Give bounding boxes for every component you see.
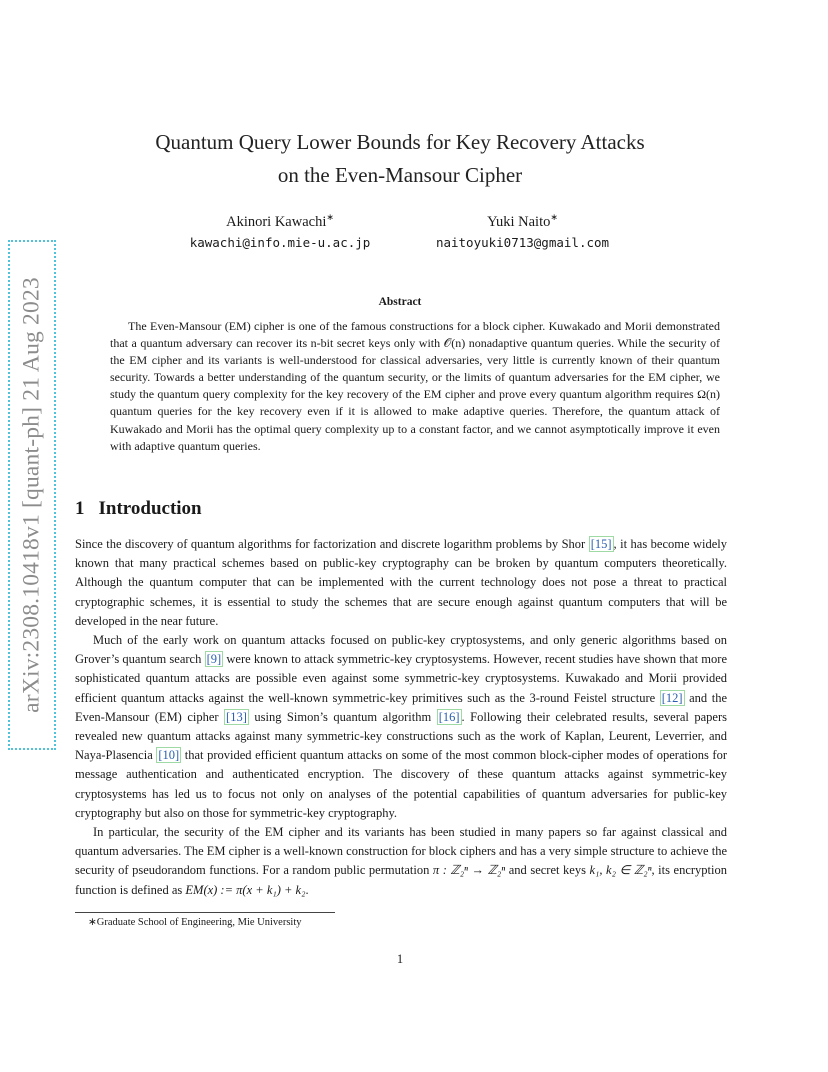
arxiv-identifier-stamp: [8, 240, 56, 750]
footnote: ∗Graduate School of Engineering, Mie University: [88, 917, 302, 928]
paragraph-3: In particular, the security of the EM cipher and its variants has been studied in many papers so far against classical and quantum adversaries. The EM cipher is a well-known construction for block ciphers and has a very simple structure to achieve the security of pseudorandom functions. For a random public permutation π : ℤ₂ⁿ → ℤ₂ⁿ and secret keys k₁, k₂ ∈ ℤ₂ⁿ, its encryption function is defined as EM(x) := π(x + k₁) + k₂.: [75, 825, 727, 897]
citation-link[interactable]: [9]: [206, 652, 222, 667]
author-name: Akinori Kawachi∗: [226, 212, 334, 230]
abstract-text: The Even-Mansour (EM) cipher is one of the famous constructions for a block cipher. Kuwakado and Morii demonstrated that a quantum adversary can recover its n-bit secret keys only with 𝒪(n) nonadaptive quantum queries. While the security of the EM cipher and its variants is well-understood for classical adversaries, very little is currently known of their quantum security. Towards a better understanding of the quantum security, or the limits of quantum adversaries for the EM cipher, we study the quantum query complexity for the key recovery of the EM cipher and prove every quantum algorithm requires Ω(n) quantum queries for the key recovery even if it is allowed to make adaptive queries. Therefore, the quantum attack of Kuwakado and Morii has the optimal query complexity up to a constant factor, and we cannot asymptotically improve it even with adaptive quantum queries.: [110, 319, 720, 453]
author-block-1: [180, 206, 380, 253]
paragraph-2: Much of the early work on quantum attacks focused on public-key cryptosystems, and only generic algorithms based on Grover’s quantum search [9] were known to attack symmetric-key cryptosystems. However, recent studies have shown that more sophisticated quantum attacks are possible even against some symmetric-key cryptosystems. Kuwakado and Morii provided efficient quantum attacks against the well-known symmetric-key primitives such as the 3-round Feistel structure [12] and the Even-Mansour (EM) cipher [13] using Simon’s quantum algorithm [16] . Following their celebrated results, several papers revealed new quantum attacks against many symmetric-key constructions such as the work of Kaplan, Leurent, Leverrier, and Naya-Plasencia [10] that provided efficient quantum attacks on some of the most common block-cipher modes of operations for message authentication and authenticated encryption. The discovery of these quantum attacks against symmetric-key cryptosystems has led us to focus not only on analyses of the potential capabilities of quantum adversaries for public-key cryptography but also on those for symmetric-key cryptography.: [75, 633, 728, 820]
author-block-2: [425, 206, 620, 253]
title-line-2: on the Even-Mansour Cipher: [277, 163, 523, 187]
abstract-heading: Abstract: [378, 296, 422, 308]
citation-link[interactable]: [13]: [226, 709, 247, 724]
citation-link[interactable]: [12]: [661, 690, 683, 705]
page-number: 1: [396, 952, 404, 966]
body-text: [75, 535, 727, 900]
author-email[interactable]: kawachi@info.mie-u.ac.jp: [189, 234, 371, 250]
title-line-1: Quantum Query Lower Bounds for Key Recovery Attacks: [155, 130, 645, 154]
citation-link[interactable]: [10]: [158, 748, 180, 763]
math-keys: k₁, k₂ ∈ ℤ₂ⁿ: [589, 863, 652, 878]
author-name: Yuki Naito∗: [487, 212, 558, 230]
citation-link[interactable]: [16]: [438, 709, 460, 724]
section-heading: [75, 498, 202, 520]
citation-link[interactable]: [15]: [590, 537, 612, 551]
math-permutation: π : ℤ₂ⁿ → ℤ₂ⁿ: [432, 863, 506, 878]
math-encryption: EM(x) := π(x + k₁) + k₂: [185, 882, 306, 897]
footnote-rule: [75, 912, 335, 913]
paper-title: [75, 126, 725, 192]
author-email[interactable]: naitoyuki0713@gmail.com: [435, 234, 610, 250]
paragraph-1: Since the discovery of quantum algorithms for factorization and discrete logarithm problems by Shor [15] , it has become widely known that many practical schemes based on public-key cryptography can be broken by quantum computers theoretically. Although the quantum computer that can be implemented with the current technology does not pose a threat to practical cryptographic schemes, it is essential to study the schemes that are secure enough against quantum computers that will be developed in the near future.: [75, 537, 728, 628]
arxiv-identifier-text[interactable]: arXiv:2308.10418v1 [quant-ph] 21 Aug 2023: [18, 277, 45, 713]
section-title: Introduction: [98, 498, 202, 519]
section-number: 1: [75, 498, 85, 519]
